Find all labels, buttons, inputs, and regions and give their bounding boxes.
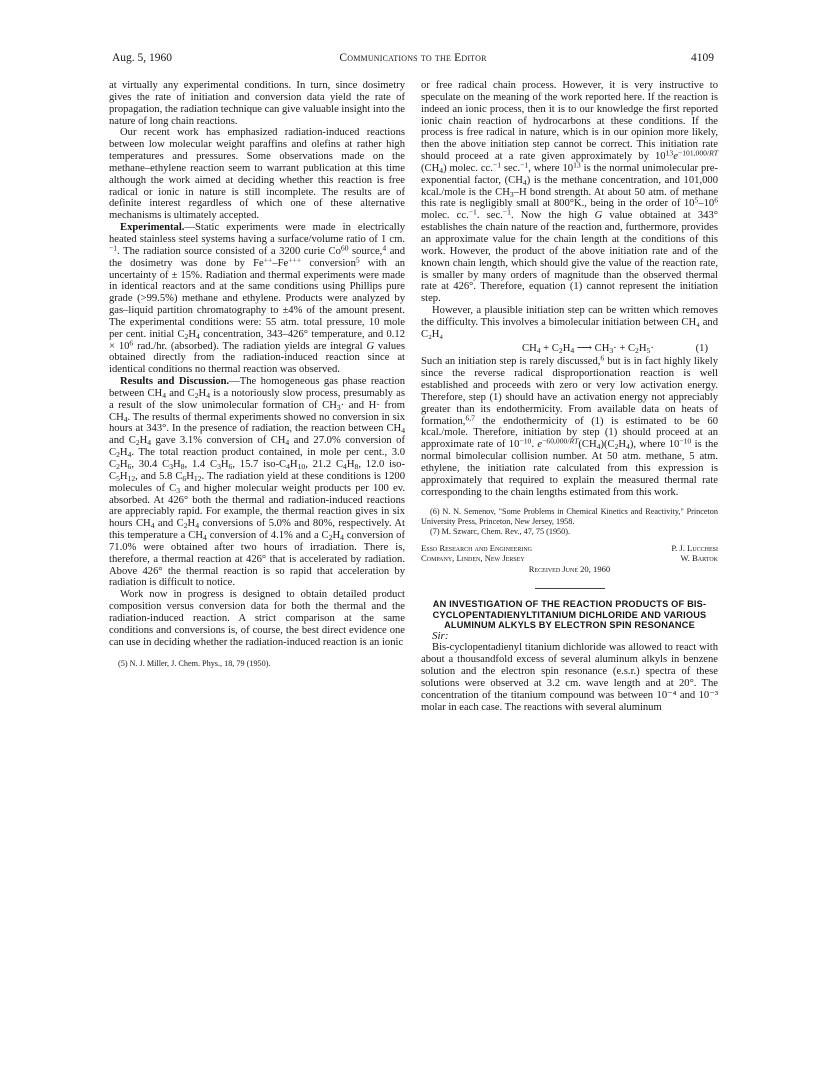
left-column <box>109 80 405 669</box>
right-paragraph-3: However, a plausible initiation step can be written which removes the difficulty. This involves a bimolecular initiation between CH₄ and C₂H₄ <box>421 305 718 340</box>
left-paragraph-5: Work now in progress is designed to obtain detailed product composition versus conversion data for both the thermal and the radiation-induced reaction. A strict comparison at the same conditions and conversions is, of course, the best direct evidence one can use in deciding whether the radiation-induced reaction is an ionic <box>109 589 405 648</box>
experimental-heading: Experimental. <box>120 222 185 234</box>
affiliation-line-2: Company, Linden, New Jersey <box>421 553 525 564</box>
salutation: Sir: <box>432 629 449 642</box>
results-heading: Results and Discussion. <box>120 376 230 388</box>
issue-date: Aug. 5, 1960 <box>112 52 173 64</box>
right-paragraph-1: or free radical chain process. However, it is very instructive to speculate on the meaning of the work reported here. If the reaction is indeed an ionic process, then it is to our knowledge the first reported ionic chain reaction of hydrocarbons at these conditions. If the process is free radical in nature, which is in our opinion more likely, then the above initiation step cannot be correct. This initiation rate should proceed at a rate given approximately by $10^{13}e^{-101,000/RT}$ $(CH_4)$ molec. cc.$^{-1}$ sec.$^{-1}$, where $10^{13}$ is the normal unimolecular pre-exponential factor, $(CH_4)$ is the methane concentration, and 101,000 kcal./mole is the $CH_3-H$ bond strength. At about 50 atm. of methane this rate is negligibly small at 800°K., being in the order of $10^5-10^6$ molec. cc.$^{-1}$. sec.$^{-1}$. Now the high G value obtained at 343° establishes the chain nature of the reaction and, furthermore, provides an approximate value for the chain length at the conditions of this work. However, the product of the above initiation rate and of the known chain length, which should give the value of the reaction rate, is smaller by many orders of magnitude than the observed thermal rate at 426°. Therefore, equation (1) cannot represent the initiation step. <box>421 80 719 305</box>
left-paragraph-1: at virtually any experimental conditions. In turn, since dosimetry gives the rate of initiation and conversion data yield the rate of propagation, the radiation technique can give valuable insight into the nature of long chain reactions. <box>109 80 405 127</box>
results-paragraph: Results and Discussion.—The homogeneous gas phase reaction between $CH_4$ and $C_2H_4$ is a notoriously slow process, presumably as a result of the slow unimolecular formation of $CH_3\cdot$ and H· from $CH_4$. The results of thermal experiments showed no conversion in six hours at 343°. In the presence of radiation, the reaction between $CH_4$ and $C_2H_4$ gave 3.1% conversion of $CH_4$ and 27.0% conversion of $C_2H_4$. The total reaction product contained, in mole per cent., 3.0 $C_2H_6$, 30.4 $C_3H_8$, 1.4 $C_3H_6$, 15.7 iso-$C_4H_{10}$, 21.2 $C_4H_8$, 12.0 iso-$C_5H_{12}$, and 5.8 $C_6H_{12}$. The radiation yield at these conditions is 1200 molecules of $C_3$ and higher molecular weight products per 100 ev. absorbed. At 426° both the thermal and radiation-induced reactions are appreciably rapid. For example, the thermal reaction gives in six hours $CH_4$ and $C_2H_4$ conversions of 5.0% and 80%, respectively. At this temperature a $CH_4$ conversion of 4.1% and a $C_2H_4$ conversion of 71.0% were obtained after two hours of irradiation. There is, therefore, a thermal reaction at 426° that is accelerated by radiation. Above 426° the thermal reaction is so rapid that acceleration by radiation is difficult to notice. <box>109 376 406 589</box>
experimental-paragraph: Experimental.—Static experiments were made in electrically heated stainless steel systems having a surface/volume ratio of 1 cm.$^{-1}$. The radiation source consisted of a 3200 curie Co$^{60}$ source,$^4$ and the dosimetry was done by Fe++–Fe+++ conversion$^5$ with an uncertainty of ± 15%. Radiation and thermal experiments were made in identical reactors and at the same conditions using Phillips pure grade (>99.5%) methane and ethylene. Products were analyzed by gas–liquid partition chromatography to ±4% of the amount present. The experimental conditions were: 55 atm. total pressure, 10 mole per cent. initial $C_2H_4$ concentration, 343–426° temperature, and $0.12 \times 10^6$ rad./hr. (absorbed). The radiation yields are integral G values obtained directly from the radiation-induced reaction since at identical conditions no thermal reaction was observed. <box>109 222 405 376</box>
received-date: Received June 20, 1960 <box>528 563 611 574</box>
author-2: W. Bartok <box>680 553 718 564</box>
footnote-5: (5) N. J. Miller, J. Chem. Phys., 18, 79 (1950). <box>118 658 271 668</box>
article-title: AN INVESTIGATION OF THE REACTION PRODUCTS OF BIS-CYCLOPENTADIENYLTITANIUM DICHLORIDE AND VARIOUS ALUMINUM ALKYLS BY ELECTRON SPIN RESONANCE <box>432 599 707 631</box>
equation-1 <box>421 341 718 357</box>
footnote-7: (7) M. Szwarc, Chem. Rev., 47, 75 (1950). <box>430 526 570 536</box>
page-number: 4109 <box>691 52 714 64</box>
journal-section-title: Communications to the Editor <box>339 52 487 64</box>
signature-block <box>421 543 718 564</box>
section-divider <box>535 588 605 589</box>
author-1: P. J. Lucchesi <box>671 542 718 553</box>
left-paragraph-2: Our recent work has emphasized radiation-induced reactions between low molecular weight paraffins and olefins at rather high temperatures and pressures. Some observations made on the methane–ethylene reaction seem to warrant publication at this time although the work aimed at deciding whether this reaction is free radical or ionic in nature is still incomplete. The results are of definite interest regardless of which one of these alternative mechanisms is ultimately accepted. <box>109 127 405 222</box>
equation-1-number: (1) <box>695 342 708 354</box>
affiliation-line-1: Esso Research and Engineering <box>421 542 533 553</box>
running-header <box>112 51 714 65</box>
equation-1-body: $CH_4 + C_2H_4$ ⟶ $CH_3\cdot + C_2H_5\cdot$ <box>522 342 654 355</box>
right-column <box>421 80 718 713</box>
right-paragraph-4: Such an initiation step is rarely discussed,$^6$ but is in fact highly likely since the reverse radical disproportionation reaction is well established and proceeds with zero or very low activation energy. Therefore, step (1) should have an activation energy not appreciably greater than its endothermicity. From available data on heats of formation,$^{6,7}$ the endothermicity of (1) is estimated to be 60 kcal./mole. Therefore, initiation by step (1) should proceed at an approximate rate of $10^{-10}$. $e^{-60,000/RT}(CH_4)(C_2H_4)$, where $10^{-10}$ is the normal bimolecular collision number. At 50 atm. methane, 5 atm. ethylene, the initiation rate calculated from this expression is approximately that required to explain the measured thermal rate corresponding to the chain lengths estimated from this work. <box>421 353 719 498</box>
footnote-6: (6) N. N. Semenov, "Some Problems in Chemical Kinetics and Reactivity," Princeton University Press, Princeton, New Jersey, 1958. <box>421 506 718 526</box>
right-paragraph-5: Bis-cyclopentadienyl titanium dichloride was allowed to react with about a thousandfold excess of several aluminum alkyls in benzene solution and the electron spin resonance (e.s.r.) spectra of these solutions were observed at 3.2 cm. wave length and at 20°. The concentration of the titanium compound was between 10⁻⁴ and 10⁻³ molar in each case. The reactions with several aluminum <box>421 642 718 713</box>
